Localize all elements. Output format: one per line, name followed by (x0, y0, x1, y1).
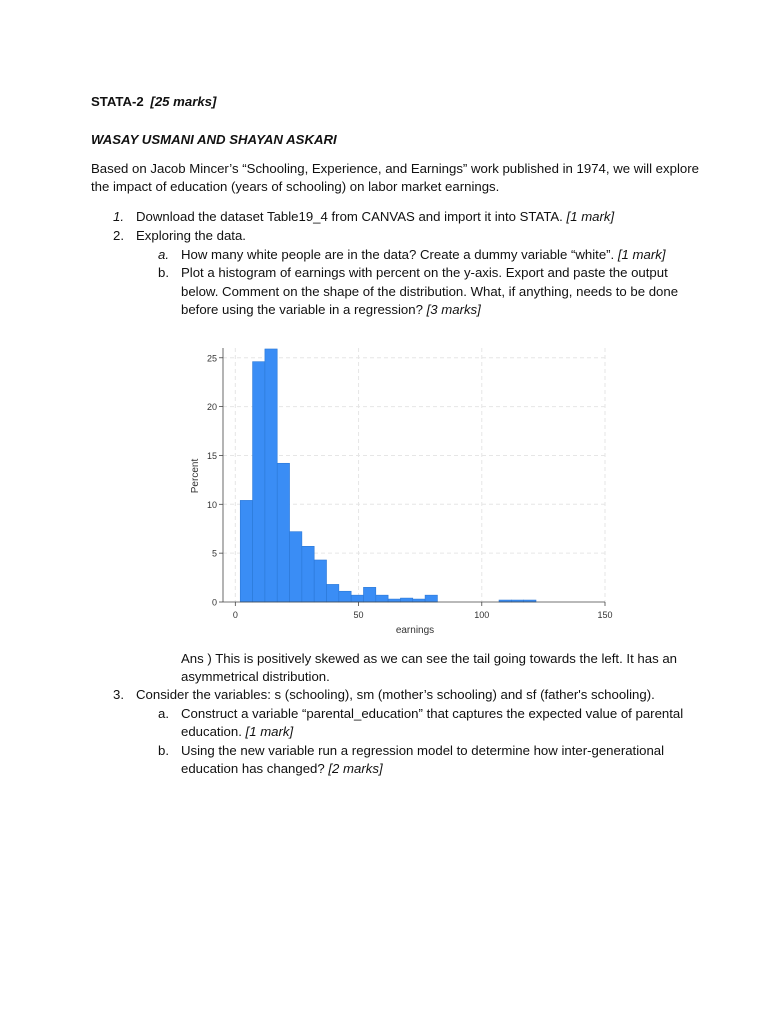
q2a-letter: a. (158, 247, 169, 262)
histogram-bar (363, 587, 375, 602)
x-tick-label: 50 (353, 610, 364, 620)
title-text: STATA-2 (91, 94, 144, 109)
y-tick-label: 25 (206, 353, 217, 364)
q3-number: 3. (113, 687, 124, 702)
y-tick-label: 0 (211, 597, 217, 608)
intro-line-1: Based on Jacob Mincer’s “Schooling, Experience, and Earnings” work published in 1974, we will explore (91, 161, 699, 176)
q3b-line-1: Using the new variable run a regression model to determine how inter-generational (181, 743, 665, 758)
y-tick-label: 5 (211, 548, 217, 559)
histogram-bar (413, 599, 425, 602)
histogram-bar (265, 349, 277, 602)
q3a-letter: a. (158, 706, 169, 721)
histogram-bar (253, 362, 265, 602)
x-tick-label: 100 (474, 610, 490, 620)
q2-number: 2. (113, 228, 124, 243)
histogram-bar (376, 595, 388, 602)
q3a-marks: [1 mark] (245, 724, 294, 739)
x-axis-label: earnings (395, 625, 435, 636)
histogram-bar (314, 560, 326, 602)
histogram-bar (339, 591, 351, 602)
q3b-marks: [2 marks] (328, 761, 383, 776)
q3a-line-2 (181, 723, 293, 741)
q2b-marks: [3 marks] (426, 302, 481, 317)
q2b-line-2: below. Comment on the shape of the distribution. What, if anything, needs to be done (181, 284, 679, 299)
q1-number: 1. (113, 209, 124, 224)
histogram-bar (290, 532, 302, 602)
q1-text: Download the dataset Table19_4 from CANVAS and import it into STATA. (136, 209, 563, 224)
histogram-bar (400, 598, 412, 602)
q2a-marks: [1 mark] (617, 247, 666, 262)
q2b-line-1: Plot a histogram of earnings with percent on the y-axis. Export and paste the output (181, 265, 668, 280)
q3b-line-2 (181, 760, 383, 778)
authors: WASAY USMANI AND SHAYAN ASKARI (91, 132, 337, 147)
q1-marks: [1 mark] (566, 209, 615, 224)
answer-line-1: Ans ) This is positively skewed as we can see the tail going towards the left. It has an (181, 651, 678, 666)
title-marks: [25 marks] (150, 94, 217, 109)
y-tick-label: 15 (206, 450, 217, 461)
answer-line-2: asymmetrical distribution. (181, 669, 330, 684)
q3b-letter: b. (158, 743, 169, 758)
q2a-item (181, 246, 666, 264)
q3b-text-2: education has changed? (181, 761, 325, 776)
q2-text: Exploring the data. (136, 228, 246, 243)
q3a-line-1: Construct a variable “parental_education” that captures the expected value of parental (181, 706, 684, 721)
intro-line-2: the impact of education (years of schooling) on labor market earnings. (91, 179, 500, 194)
x-tick-label: 150 (597, 610, 613, 620)
y-axis-label: Percent (190, 458, 201, 494)
histogram-bar (351, 595, 363, 602)
q2b-text-3: before using the variable in a regression? (181, 302, 423, 317)
q2a-text: How many white people are in the data? Create a dummy variable “white”. (181, 247, 615, 262)
histogram-bar (388, 599, 400, 602)
q2b-letter: b. (158, 265, 169, 280)
q2b-line-3 (181, 301, 481, 319)
bars (240, 349, 536, 602)
x-tick-label: 0 (232, 610, 238, 620)
q3a-text-2: education. (181, 724, 242, 739)
histogram-bar (425, 595, 437, 602)
histogram-bar (327, 584, 339, 602)
q1-item (136, 208, 614, 226)
document-title (91, 93, 216, 111)
earnings-histogram (180, 340, 620, 640)
histogram-bar (302, 546, 314, 602)
y-tick-label: 10 (206, 499, 217, 510)
y-tick-label: 20 (206, 402, 217, 413)
histogram-bar (277, 463, 289, 602)
histogram-bar (240, 500, 252, 602)
q3-text: Consider the variables: s (schooling), sm (mother’s schooling) and sf (father's schooling). (136, 687, 655, 702)
